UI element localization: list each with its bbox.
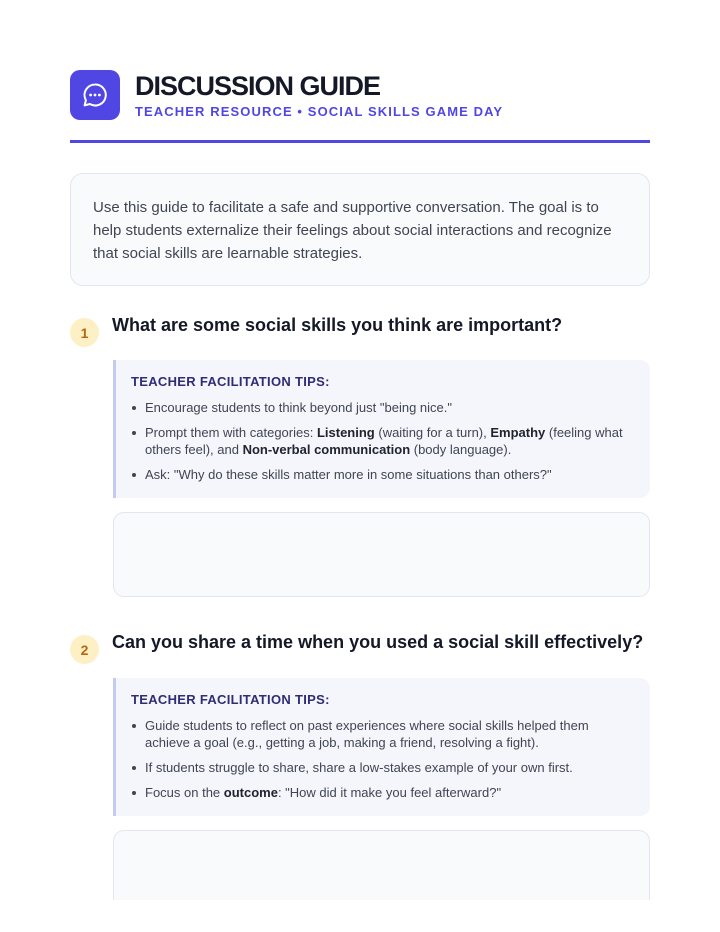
header-divider: [70, 140, 650, 143]
answer-box-1[interactable]: [113, 512, 650, 597]
header: [70, 70, 650, 120]
question-2: [70, 631, 650, 664]
tips-title: TEACHER FACILITATION TIPS:: [131, 374, 330, 389]
question-number-badge: 1: [70, 318, 99, 347]
discussion-guide-page: [70, 70, 650, 800]
tips-title: TEACHER FACILITATION TIPS:: [131, 692, 330, 707]
facilitation-tips-2: [113, 678, 650, 816]
page-title: DISCUSSION GUIDE: [135, 70, 381, 101]
tips-list: [131, 717, 634, 801]
answer-box-2[interactable]: [113, 830, 650, 900]
question-text: What are some social skills you think are important?: [112, 315, 563, 335]
question-1: [70, 314, 650, 347]
intro-box: [70, 173, 650, 286]
question-text: Can you share a time when you used a social skill effectively?: [112, 632, 644, 652]
intro-text: Use this guide to facilitate a safe and supportive conversation. The goal is to help students externalize their feelings about social interactions and recognize that social skills are learnable strategies.: [93, 199, 612, 262]
tip-item: Guide students to reflect on past experiences where social skills helped them achieve a goal (e.g., getting a job, making a friend, resolving a fight).: [131, 717, 634, 751]
tip-item: Prompt them with categories: Listening (waiting for a turn), Empathy (feeling what others feel), and Non-verbal communication (body language).: [131, 424, 634, 458]
tip-item: If students struggle to share, share a low-stakes example of your own first.: [131, 759, 634, 776]
facilitation-tips-1: [113, 360, 650, 498]
tips-list: [131, 399, 634, 483]
tip-item: Ask: "Why do these skills matter more in some situations than others?": [131, 466, 634, 483]
tip-item: Encourage students to think beyond just "being nice.": [131, 399, 634, 416]
page-subtitle: TEACHER RESOURCE • SOCIAL SKILLS GAME DAY: [135, 103, 504, 119]
chat-bubble-icon: [70, 70, 120, 120]
tip-item: Focus on the outcome: "How did it make you feel afterward?": [131, 784, 634, 801]
question-number-badge: 2: [70, 635, 99, 664]
